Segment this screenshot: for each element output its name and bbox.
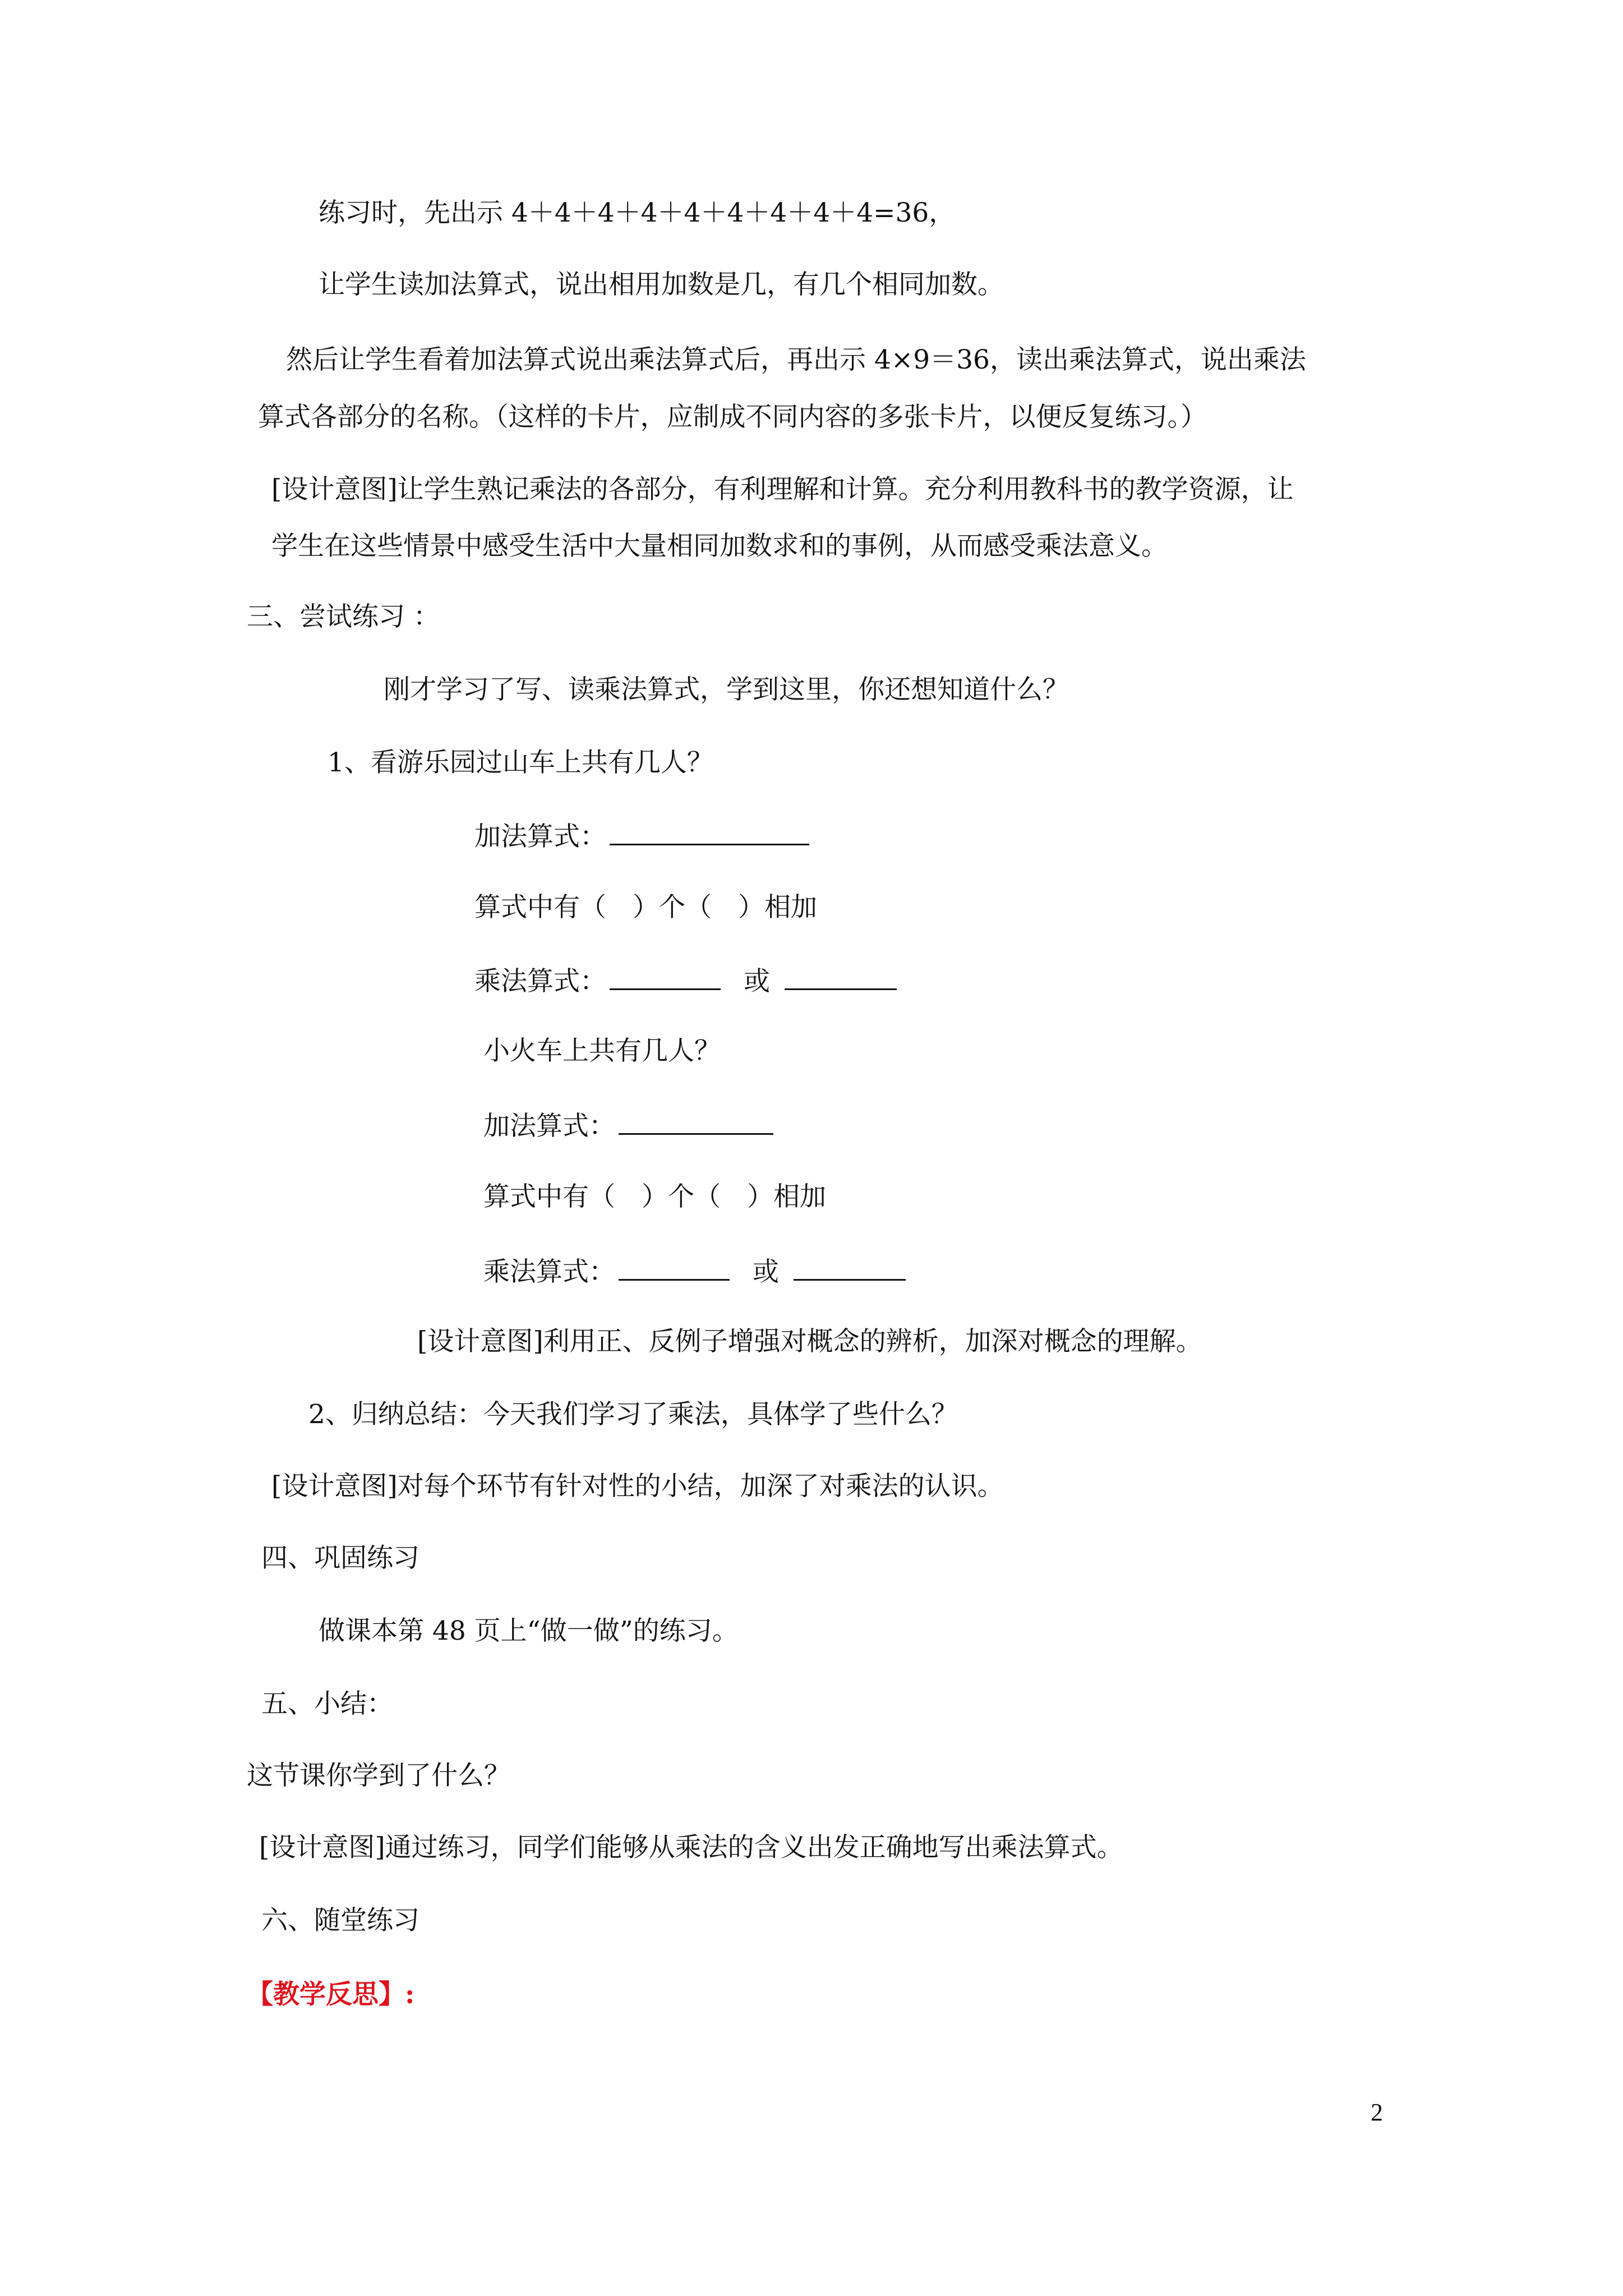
addition-formula-label: 加法算式： (483, 1111, 615, 1142)
design-intent-text: [设计意图]利用正、反例子增强对概念的辨析，加深对概念的理解。 (417, 1326, 1202, 1357)
answer-blank[interactable] (785, 964, 897, 990)
section-heading: 五、小结： (261, 1688, 393, 1719)
exercise-item: 1、看游乐园过山车上共有几人？ (328, 747, 713, 778)
text-line: 刚才学习了写、读乘法算式，学到这里，你还想知道什么？ (384, 674, 1069, 705)
section-heading: 四、巩固练习 (261, 1543, 419, 1573)
teaching-reflection-heading: 【教学反思】: (247, 1979, 415, 2010)
or-label: 或 (752, 1257, 779, 1287)
text-line: 这节课你学到了什么？ (247, 1760, 510, 1791)
text-line: 学生在这些情景中感受生活中大量相同加数求和的事例，从而感受乘法意义。 (271, 531, 1168, 562)
multiplication-formula-row (474, 964, 897, 997)
design-intent-text: [设计意图]通过练习，同学们能够从乘法的含义出发正确地写出乘法算式。 (259, 1832, 1123, 1863)
text-line: 算式中有（ ）个（ ）相加 (474, 892, 817, 923)
answer-blank[interactable] (619, 1254, 730, 1281)
design-intent-text: [设计意图]让学生熟记乘法的各部分，有利理解和计算。充分利用教科书的教学资源，让 (271, 474, 1294, 505)
answer-blank[interactable] (794, 1254, 906, 1281)
addition-formula-row (483, 1108, 773, 1142)
answer-blank[interactable] (619, 1108, 773, 1135)
page-number: 2 (1371, 2099, 1383, 2126)
text-line: 做课本第 48 页上“做一做”的练习。 (319, 1616, 739, 1646)
section-heading: 六、随堂练习 (261, 1905, 419, 1936)
section-heading: 三、尝试练习 ： (247, 601, 440, 632)
or-label: 或 (743, 966, 770, 997)
answer-blank[interactable] (610, 964, 721, 990)
text-line: 算式中有（ ）个（ ）相加 (483, 1181, 826, 1212)
exercise-item: 小火车上共有几人？ (483, 1036, 721, 1066)
addition-formula-label: 加法算式： (474, 821, 606, 852)
addition-formula-row (474, 819, 809, 853)
text-line: 练习时，先出示 4＋4＋4＋4＋4＋4＋4＋4＋4=36， (319, 197, 956, 228)
multiplication-formula-label: 乘法算式： (474, 966, 606, 997)
text-line: 让学生读加法算式，说出相用加数是几，有几个相同加数。 (319, 269, 1004, 300)
multiplication-formula-row (483, 1254, 906, 1288)
text-line: 然后让学生看着加法算式说出乘法算式后，再出示 4×9＝36，读出乘法算式，说出乘法 (286, 344, 1306, 375)
answer-blank[interactable] (610, 819, 809, 845)
text-line: 算式各部分的名称。（这样的卡片，应制成不同内容的多张卡片，以便反复练习。） (258, 402, 1207, 432)
multiplication-formula-label: 乘法算式： (483, 1257, 615, 1287)
exercise-item: 2、归纳总结：今天我们学习了乘法，具体学了些什么？ (308, 1399, 958, 1430)
design-intent-text: [设计意图]对每个环节有针对性的小结，加深了对乘法的认识。 (271, 1471, 1004, 1502)
